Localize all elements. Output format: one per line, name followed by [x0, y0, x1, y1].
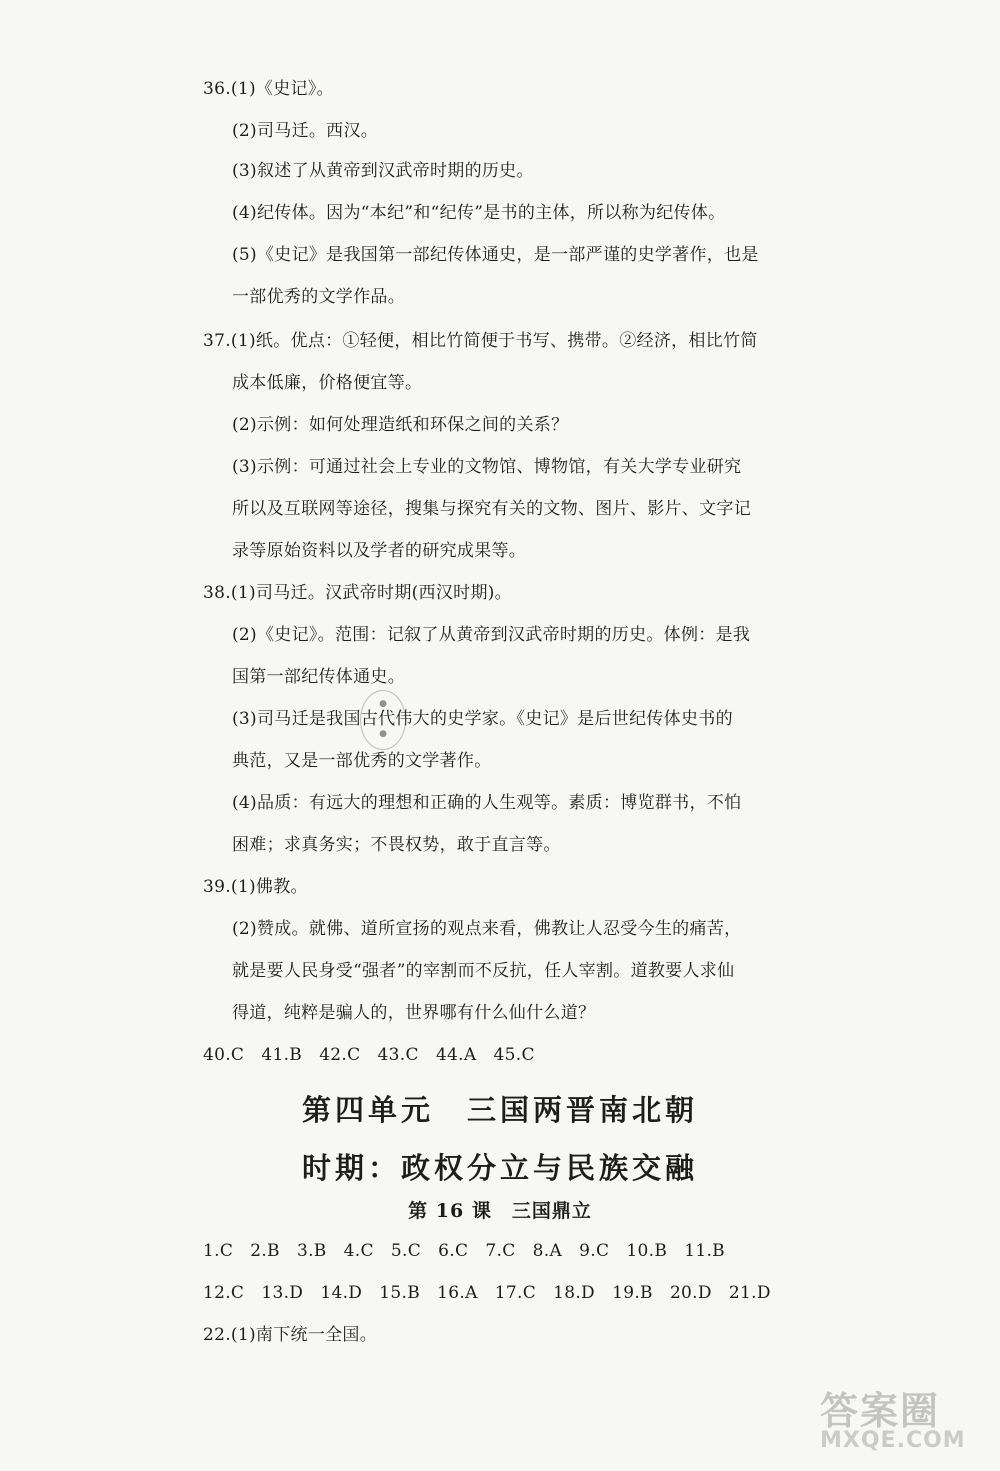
answer-36-line-4: (4)纪传体。因为“本纪”和“纪传”是书的主体，所以称为纪传体。	[232, 203, 726, 223]
answer-37-line-6: 录等原始资料以及学者的研究成果等。	[232, 541, 527, 561]
answer-37-line-4: (3)示例：可通过社会上专业的文物馆、博物馆，有关大学专业研究	[232, 457, 742, 477]
answer-38-line-2: (2)《史记》。范围：记叙了从黄帝到汉武帝时期的历史。体例：是我	[232, 625, 751, 645]
lesson16-answer-22: 22.(1)南下统一全国。	[203, 1325, 378, 1345]
lesson16-answers-row-2: 12.C 13.D 14.D 15.B 16.A 17.C 18.D 19.B 20.D 21.D	[203, 1283, 771, 1303]
lesson16-answers-row-1: 1.C 2.B 3.B 4.C 5.C 6.C 7.C 8.A 9.C 10.B 11.B	[203, 1241, 725, 1261]
unit-title-line-2: 时期：政权分立与民族交融	[301, 1151, 698, 1185]
answer-36-line-6: 一部优秀的文学作品。	[232, 287, 405, 307]
answer-37-line-3: (2)示例：如何处理造纸和环保之间的关系？	[232, 415, 569, 435]
answer-39-line-4: 得道，纯粹是骗人的，世界哪有什么仙什么道？	[232, 1003, 596, 1023]
answer-37-line-5: 所以及互联网等途径，搜集与探究有关的文物、图片、影片、文字记	[232, 499, 751, 519]
answer-38-line-7: 困难；求真务实；不畏权势，敢于直言等。	[232, 835, 561, 855]
answer-36-line-3: (3)叙述了从黄帝到汉武帝时期的历史。	[232, 161, 534, 181]
seal-stamp: ● ●	[360, 690, 406, 750]
answer-39-line-1: 39.(1)佛教。	[203, 877, 308, 897]
watermark-logo-text: 答案圈	[820, 1389, 941, 1433]
answer-37-line-2: 成本低廉，价格便宜等。	[232, 373, 423, 393]
lesson-title: 第 16 课 三国鼎立	[408, 1200, 592, 1222]
answer-36-line-2: (2)司马迁。西汉。	[232, 121, 379, 141]
answer-38-line-1: 38.(1)司马迁。汉武帝时期(西汉时期)。	[203, 583, 512, 603]
unit-title-line-1: 第四单元 三国两晋南北朝	[301, 1093, 698, 1127]
answer-36-line-1: 36.(1)《史记》。	[203, 79, 334, 99]
answer-37-line-1: 37.(1)纸。优点：①轻便，相比竹简便于书写、携带。②经济，相比竹简	[203, 331, 758, 351]
answer-39-line-3: 就是要人民身受“强者”的宰割而不反抗，任人宰割。道教要人求仙	[232, 961, 735, 981]
watermark-url: MXQE.COM	[820, 1428, 966, 1453]
site-watermark	[820, 1380, 990, 1460]
answer-38-line-3: 国第一部纪传体通史。	[232, 667, 405, 687]
answer-38-line-4: (3)司马迁是我国古代伟大的史学家。《史记》是后世纪传体史书的	[232, 709, 733, 729]
answer-38-line-6: (4)品质：有远大的理想和正确的人生观等。素质：博览群书，不怕	[232, 793, 742, 813]
answer-38-line-5: 典范，又是一部优秀的文学著作。	[232, 751, 492, 771]
answers-40-45: 40.C 41.B 42.C 43.C 44.A 45.C	[203, 1045, 535, 1065]
answer-39-line-2: (2)赞成。就佛、道所宣扬的观点来看，佛教让人忍受今生的痛苦，	[232, 919, 742, 939]
answer-36-line-5: (5)《史记》是我国第一部纪传体通史，是一部严谨的史学著作，也是	[232, 245, 759, 265]
